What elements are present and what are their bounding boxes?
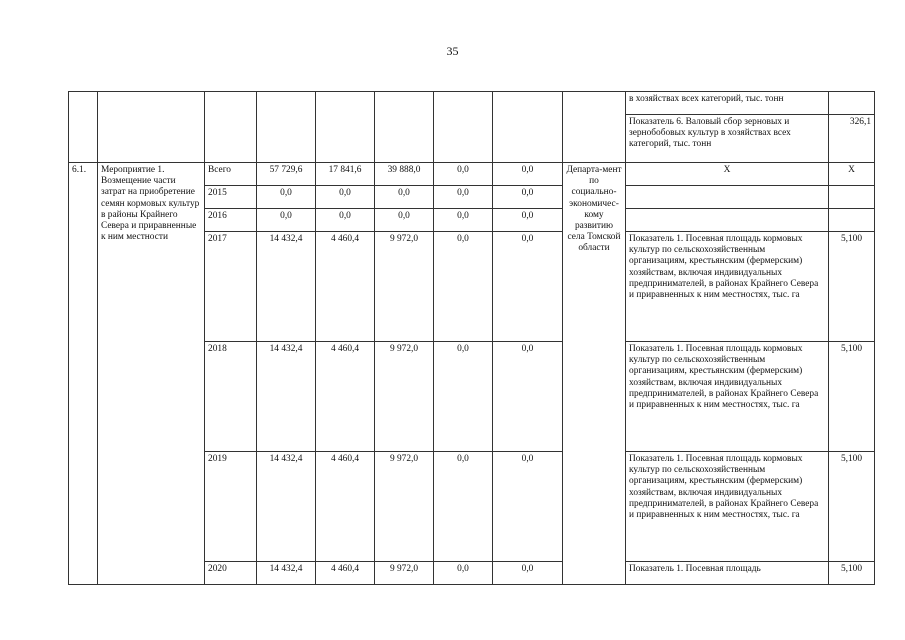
indicator-cell: Показатель 1. Посевная площадь bbox=[626, 562, 829, 585]
other-cell: 0,0 bbox=[493, 342, 563, 452]
regional-cell: 9 972,0 bbox=[375, 562, 434, 585]
indicator-cell: Показатель 1. Посевная площадь кормовых культур по сельскохозяйственным организациям, крестьянским (фермерским) хозяйствам, включая индивидуальных предпринимателей, в районах Крайнего Севера и приравненных к ним местностях, тыс. га bbox=[626, 232, 829, 342]
year-cell: 2020 bbox=[205, 562, 257, 585]
local-cell: 0,0 bbox=[434, 452, 493, 562]
year-cell: Всего bbox=[205, 163, 257, 186]
total-cell: 0,0 bbox=[257, 209, 316, 232]
value-cell: 5,100 bbox=[829, 452, 875, 562]
year-cell: 2015 bbox=[205, 186, 257, 209]
other-cell: 0,0 bbox=[493, 209, 563, 232]
value-cell: 326,1 bbox=[829, 115, 875, 163]
indicator-cell: Показатель 1. Посевная площадь кормовых культур по сельскохозяйственным организациям, крестьянским (фермерским) хозяйствам, включая индивидуальных предпринимателей, в районах Крайнего Севера и приравненных к ним местностях, тыс. га bbox=[626, 342, 829, 452]
federal-cell: 17 841,6 bbox=[316, 163, 375, 186]
indicator-cell: Показатель 6. Валовый сбор зерновых и зернобобовых культур в хозяйствах всех категорий, тыс. тонн bbox=[626, 115, 829, 163]
regional-cell: 0,0 bbox=[375, 209, 434, 232]
regional-cell: 9 972,0 bbox=[375, 452, 434, 562]
indicator-cell bbox=[626, 209, 829, 232]
local-cell: 0,0 bbox=[434, 163, 493, 186]
year-cell: 2018 bbox=[205, 342, 257, 452]
value-cell: 5,100 bbox=[829, 562, 875, 585]
measure-name: Мероприятие 1. Возмещение части затрат на приобретение семян кормовых культур в районы Крайнего Севера и приравненные к ним местности bbox=[98, 163, 205, 585]
federal-cell: 4 460,4 bbox=[316, 232, 375, 342]
total-cell: 57 729,6 bbox=[257, 163, 316, 186]
executor-cell: Департа-мент по социально-экономичес-кому развитию села Томской области bbox=[563, 163, 626, 585]
local-cell: 0,0 bbox=[434, 186, 493, 209]
indicator-cell: в хозяйствах всех категорий, тыс. тонн bbox=[626, 92, 829, 115]
value-cell bbox=[829, 209, 875, 232]
other-cell: 0,0 bbox=[493, 186, 563, 209]
total-cell: 0,0 bbox=[257, 186, 316, 209]
program-table bbox=[68, 91, 875, 585]
federal-cell: 4 460,4 bbox=[316, 342, 375, 452]
regional-cell: 0,0 bbox=[375, 186, 434, 209]
table-row bbox=[69, 163, 875, 186]
other-cell: 0,0 bbox=[493, 163, 563, 186]
year-cell: 2019 bbox=[205, 452, 257, 562]
federal-cell: 4 460,4 bbox=[316, 452, 375, 562]
year-cell: 2016 bbox=[205, 209, 257, 232]
other-cell: 0,0 bbox=[493, 452, 563, 562]
measure-number: 6.1. bbox=[69, 163, 98, 585]
indicator-cell bbox=[626, 186, 829, 209]
federal-cell: 0,0 bbox=[316, 186, 375, 209]
other-cell: 0,0 bbox=[493, 232, 563, 342]
table-row bbox=[69, 92, 875, 115]
value-cell bbox=[829, 186, 875, 209]
other-cell: 0,0 bbox=[493, 562, 563, 585]
local-cell: 0,0 bbox=[434, 342, 493, 452]
indicator-cell: Показатель 1. Посевная площадь кормовых культур по сельскохозяйственным организациям, крестьянским (фермерским) хозяйствам, включая индивидуальных предпринимателей, в районах Крайнего Севера и приравненных к ним местностях, тыс. га bbox=[626, 452, 829, 562]
value-cell: 5,100 bbox=[829, 232, 875, 342]
indicator-cell: Х bbox=[626, 163, 829, 186]
federal-cell: 0,0 bbox=[316, 209, 375, 232]
regional-cell: 39 888,0 bbox=[375, 163, 434, 186]
value-cell bbox=[829, 92, 875, 115]
local-cell: 0,0 bbox=[434, 209, 493, 232]
local-cell: 0,0 bbox=[434, 562, 493, 585]
local-cell: 0,0 bbox=[434, 232, 493, 342]
total-cell: 14 432,4 bbox=[257, 562, 316, 585]
federal-cell: 4 460,4 bbox=[316, 562, 375, 585]
total-cell: 14 432,4 bbox=[257, 232, 316, 342]
total-cell: 14 432,4 bbox=[257, 342, 316, 452]
regional-cell: 9 972,0 bbox=[375, 232, 434, 342]
page-number: 35 bbox=[446, 44, 459, 58]
value-cell: 5,100 bbox=[829, 342, 875, 452]
total-cell: 14 432,4 bbox=[257, 452, 316, 562]
year-cell: 2017 bbox=[205, 232, 257, 342]
value-cell: Х bbox=[829, 163, 875, 186]
regional-cell: 9 972,0 bbox=[375, 342, 434, 452]
